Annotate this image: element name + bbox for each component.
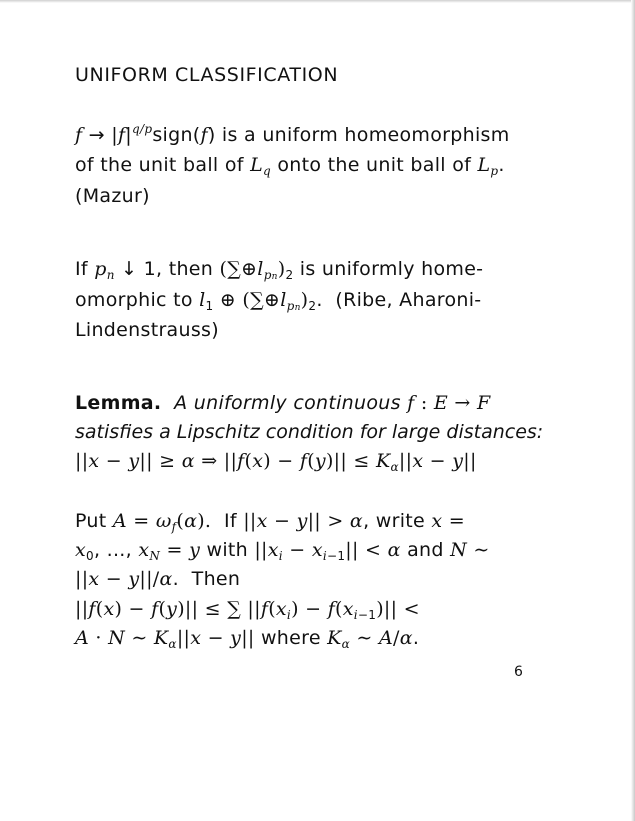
proof-line-5: A · N ∼ $K_\alpha||x - y||$ where $K_\alpha$ ∼ A/α. <box>75 627 420 651</box>
proof-line-4: ||f(x) − f(y)|| ≤ ∑ $||f(x_i) - f(x_{i-1})||$ < <box>75 598 420 622</box>
mazur-line-2: of the unit ball of $L_q$ onto the unit ball of $L_p$. <box>75 154 505 178</box>
ribe-citation: Lindenstrauss) <box>75 319 219 341</box>
ribe-line-2: omorphic to $l_1$ ⊕ $(\sum\oplus l_{pn})_2$. (Ribe, Aharoni- <box>75 289 482 313</box>
proof-line-1: Put $A = \omega_f(\alpha)$. If ||x − y|| > α, write x = <box>75 510 465 534</box>
page-number: 6 <box>514 664 523 680</box>
proof-line-3: ||x − y||/α. Then <box>75 568 241 590</box>
lemma-formula: ||x − y|| ≥ α ⇒ $||f(x) - f(y)|| \le K_\alpha||x - y||$ <box>75 450 477 474</box>
lemma-line-2: satisfies a Lipschitz condition for large distances: <box>75 421 544 443</box>
page-title: UNIFORM CLASSIFICATION <box>75 64 339 86</box>
mazur-citation: (Mazur) <box>75 185 150 207</box>
lemma-label: Lemma. <box>75 392 162 414</box>
mazur-line-1: $f \to |f|^{q/p}sign(f)$ is a uniform homeomorphism <box>75 122 510 146</box>
ribe-line-1: If $p_n$ ↓ 1, then $(\sum\oplus l_{pn})_2$ is uniformly home- <box>75 258 484 282</box>
lemma-line-1: Lemma. A uniformly continuous f : E → F <box>75 392 491 414</box>
mazur-line-1-text: is a uniform homeomorphism <box>221 124 510 146</box>
proof-line-2: $x_0$, ..., $x_N = y$ with $||x_i - x_{i-1}|| < \alpha$ and N ∼ <box>75 539 490 563</box>
